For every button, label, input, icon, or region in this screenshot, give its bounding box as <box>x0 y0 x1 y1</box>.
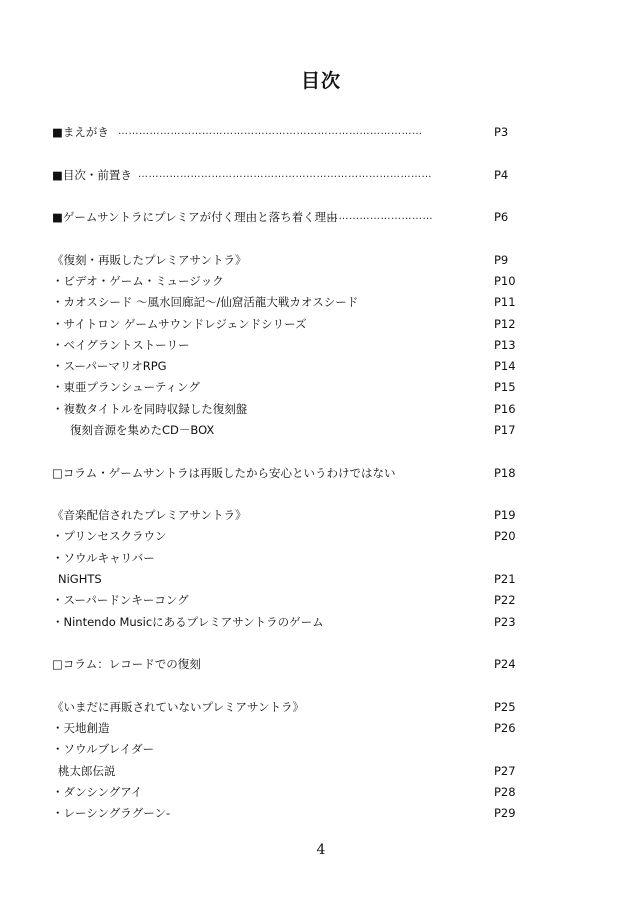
toc-page: P29 <box>494 806 516 820</box>
toc-entry-reasons <box>52 208 532 226</box>
toc-label: ■ゲームサントラにプレミアが付く理由と落ち着く理由 <box>52 210 338 224</box>
toc-column-reissue <box>52 464 532 482</box>
toc-page: P25 <box>494 700 516 714</box>
toc-page: P6 <box>494 210 509 224</box>
toc-label: ・スーパードンキーコング <box>52 593 189 607</box>
toc-page: P27 <box>494 764 516 778</box>
toc-entry <box>52 804 532 822</box>
toc-entry <box>52 527 532 545</box>
toc-entry <box>52 613 532 631</box>
toc-page: P20 <box>494 529 516 543</box>
toc-entry <box>52 549 532 567</box>
toc-leader-dots: ………………………………………………………………………… <box>138 169 432 180</box>
page-number: 4 <box>316 842 326 858</box>
toc-section-streaming <box>52 506 532 524</box>
toc-entry <box>52 591 532 609</box>
toc-entry <box>52 783 532 801</box>
toc-entry <box>52 570 532 588</box>
toc-page: P12 <box>494 317 516 331</box>
toc-label: ■まえがき <box>52 125 109 139</box>
toc-label: ・複数タイトルを同時収録した復刻盤 <box>52 402 248 416</box>
toc-label: ・ビデオ・ゲーム・ミュージック <box>52 274 224 288</box>
toc-label: 《復刻・再販したプレミアサントラ》 <box>52 253 247 267</box>
toc-entry <box>52 740 532 758</box>
toc-page: P21 <box>494 572 516 586</box>
toc-page: P10 <box>494 274 516 288</box>
toc-page: P18 <box>494 466 516 480</box>
toc-label: 《いまだに再販されていないプレミアサントラ》 <box>52 700 304 714</box>
toc-label: ・天地創造 <box>52 721 110 735</box>
toc-page: P22 <box>494 593 516 607</box>
toc-label: ・カオスシード ～風水回廊記～/仙窟活龍大戦カオスシード <box>52 295 359 309</box>
toc-label: ・ダンシングアイ <box>52 785 143 799</box>
toc-entry <box>52 357 532 375</box>
toc-section-reissued <box>52 251 532 269</box>
toc-page: P16 <box>494 402 516 416</box>
toc-entry <box>52 400 532 418</box>
toc-entry <box>52 421 532 439</box>
toc-entry <box>52 719 532 737</box>
toc-page: P23 <box>494 615 516 629</box>
toc-label: NiGHTS <box>58 572 102 586</box>
toc-label: ・サイトロン ゲームサウンドレジェンドシリーズ <box>52 317 307 331</box>
toc-entry <box>52 336 532 354</box>
toc-page: P26 <box>494 721 516 735</box>
toc-entry-contents <box>52 166 532 184</box>
toc-page: P11 <box>494 295 516 309</box>
toc-entry <box>52 315 532 333</box>
toc-label: ・ソウルブレイダー <box>52 742 155 756</box>
toc-page: P14 <box>494 359 516 373</box>
toc-label: ・プリンセスクラウン <box>52 529 167 543</box>
toc-label: ・東亜プランシューティング <box>52 380 200 394</box>
toc-page: P4 <box>494 168 509 182</box>
toc-label: □コラム・ゲームサントラは再販したから安心というわけではない <box>52 466 396 480</box>
toc-page: P17 <box>494 423 516 437</box>
toc-section-not-reissued <box>52 698 532 716</box>
toc-label: 復刻音源を集めたCD－BOX <box>70 423 215 437</box>
toc-page: P28 <box>494 785 516 799</box>
toc-entry <box>52 762 532 780</box>
toc-entry <box>52 272 532 290</box>
toc-entry <box>52 293 532 311</box>
toc-label: ・レーシングラグーン- <box>52 806 171 820</box>
page-title: 目次 <box>300 70 341 92</box>
toc-label: ・ベイグラントストーリー <box>52 338 190 352</box>
toc-page: P15 <box>494 380 516 394</box>
toc-label: 《音楽配信されたプレミアサントラ》 <box>52 508 247 522</box>
toc-label: 桃太郎伝説 <box>58 764 116 778</box>
toc-leader-dots: ………………………… <box>328 211 433 222</box>
toc-label: □コラム：レコードでの復刻 <box>52 657 201 671</box>
toc-page: P19 <box>494 508 516 522</box>
toc-page: P3 <box>494 125 509 139</box>
toc-label: ・Nintendo Musicにあるプレミアサントラのゲーム <box>52 615 324 629</box>
toc-column-record <box>52 655 532 673</box>
toc-label: ・スーパーマリオRPG <box>52 359 167 373</box>
toc-label: ■目次・前置き <box>52 168 132 182</box>
toc-page: P24 <box>494 657 516 671</box>
toc-page: P9 <box>494 253 509 267</box>
toc-entry <box>52 378 532 396</box>
toc-page: P13 <box>494 338 516 352</box>
toc-label: ・ソウルキャリバー <box>52 551 155 565</box>
toc-entry-preface <box>52 123 532 141</box>
toc-leader-dots: …………………………………………………………………………… <box>118 126 423 137</box>
